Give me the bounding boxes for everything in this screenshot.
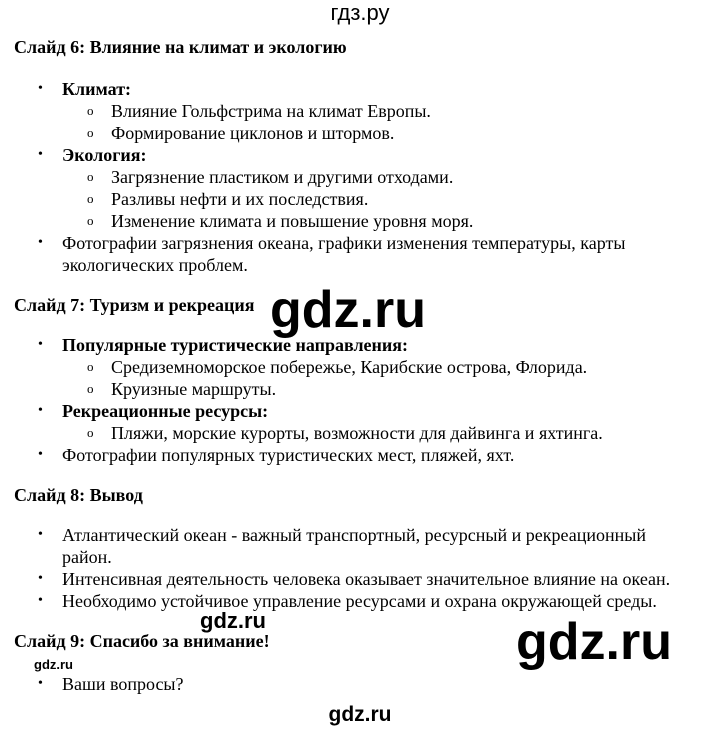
sub-bullet-circle: o <box>87 359 94 374</box>
sub-bullet-circle: o <box>87 381 94 396</box>
popular-destination-item: Средиземноморское побережье, Карибские острова, Флорида. <box>111 357 588 377</box>
bullet-dot: • <box>38 403 43 418</box>
bullet-dot: • <box>38 147 43 162</box>
watermark-medium: gdz.ru <box>200 608 266 633</box>
sub-bullet-circle: o <box>87 125 94 140</box>
bullet-dot: • <box>38 571 43 586</box>
conclusion-item: Необходимо устойчивое управление ресурсами и охрана окружающей среды. <box>62 591 657 611</box>
recreation-resources-label: Рекреационные ресурсы: <box>62 401 269 421</box>
sub-bullet-circle: o <box>87 425 94 440</box>
climate-item: Формирование циклонов и штормов. <box>111 123 395 143</box>
thanks-item: Ваши вопросы? <box>62 674 184 694</box>
conclusion-item: Атлантический океан - важный транспортный, ресурсный и рекреационный <box>62 525 646 545</box>
photos-text: Фотографии популярных туристических мест, пляжей, яхт. <box>62 445 515 465</box>
bullet-dot: • <box>38 593 43 608</box>
slide-9-title: Слайд 9: Спасибо за внимание! <box>14 631 270 651</box>
popular-destinations-label: Популярные туристические направления: <box>62 335 409 355</box>
recreation-resource-item: Пляжи, морские курорты, возможности для дайвинга и яхтинга. <box>111 423 603 443</box>
watermark-top: гдз.ру <box>330 0 390 25</box>
ecology-item: Изменение климата и повышение уровня моря. <box>111 211 474 231</box>
sub-bullet-circle: o <box>87 213 94 228</box>
conclusion-item: Интенсивная деятельность человека оказывает значительное влияние на океан. <box>62 569 671 589</box>
slide-8-title: Слайд 8: Вывод <box>14 485 143 505</box>
bullet-dot: • <box>38 235 43 250</box>
photos-text-continued: экологических проблем. <box>62 255 248 275</box>
slide-7-title: Слайд 7: Туризм и рекреация <box>14 295 255 315</box>
climate-item: Влияние Гольфстрима на климат Европы. <box>111 101 431 121</box>
sub-bullet-circle: o <box>87 169 94 184</box>
watermark-small: gdz.ru <box>34 657 73 672</box>
watermark-bottom: gdz.ru <box>328 703 392 726</box>
bullet-dot: • <box>38 447 43 462</box>
slide-6-title: Слайд 6: Влияние на климат и экологию <box>14 37 347 57</box>
bullet-dot: • <box>38 81 43 96</box>
watermark-large: gdz.ru <box>264 284 432 336</box>
watermark-large: gdz.ru <box>510 616 678 668</box>
ecology-item: Загрязнение пластиком и другими отходами. <box>111 167 454 187</box>
conclusion-item-continued: район. <box>62 547 112 567</box>
ecology-label: Экология: <box>62 145 147 165</box>
popular-destination-item: Круизные маршруты. <box>111 379 277 399</box>
bullet-dot: • <box>38 527 43 542</box>
bullet-dot: • <box>38 337 43 352</box>
climate-label: Климат: <box>62 79 132 99</box>
ecology-item: Разливы нефти и их последствия. <box>111 189 369 209</box>
sub-bullet-circle: o <box>87 103 94 118</box>
bullet-dot: • <box>38 676 43 691</box>
sub-bullet-circle: o <box>87 191 94 206</box>
photos-text: Фотографии загрязнения океана, графики изменения температуры, карты <box>62 233 626 253</box>
